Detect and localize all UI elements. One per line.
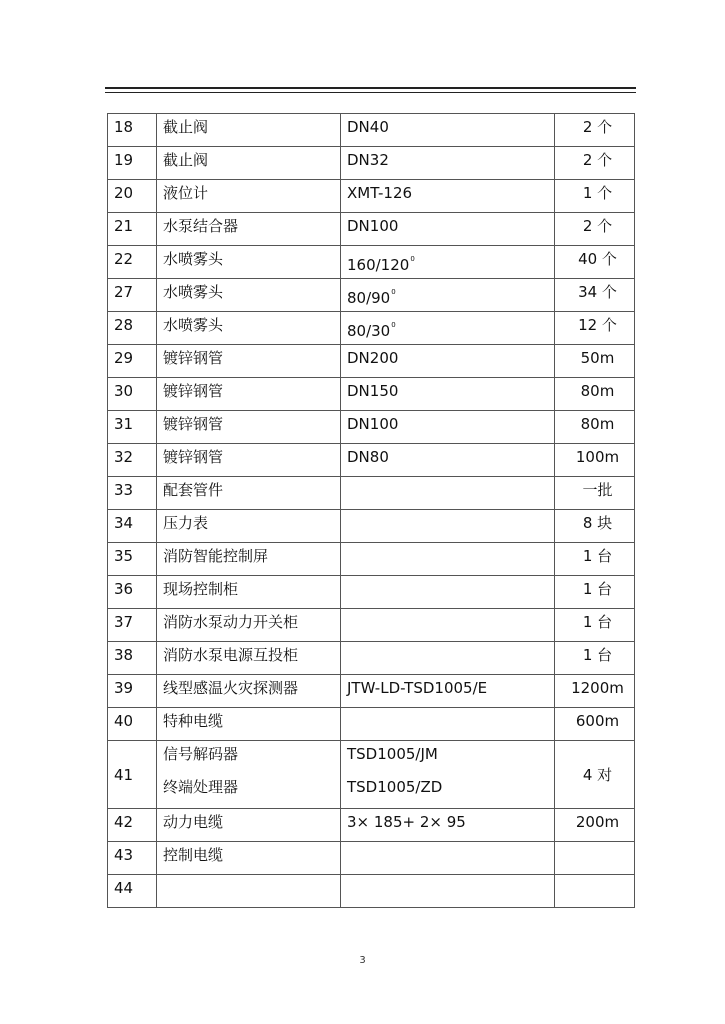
row-quantity: 1 台 — [555, 642, 635, 675]
header-rule — [105, 87, 636, 89]
table-row-41 — [108, 741, 635, 809]
row-spec — [341, 312, 555, 345]
row-spec: DN40 — [341, 114, 555, 147]
row-spec-value: 80/30 — [347, 322, 391, 340]
equipment-table — [107, 113, 635, 908]
row-quantity: 1 台 — [555, 609, 635, 642]
row-quantity: 50m — [555, 345, 635, 378]
table-row — [108, 279, 635, 312]
row-quantity: 600m — [555, 708, 635, 741]
row-name: 终端处理器 — [163, 778, 239, 796]
table-row — [108, 114, 635, 147]
row-name: 液位计 — [157, 180, 341, 213]
row-quantity: 1 台 — [555, 543, 635, 576]
row-number: 38 — [108, 642, 157, 675]
row-quantity: 1 个 — [555, 180, 635, 213]
row-spec-cell — [341, 741, 555, 809]
row-quantity: 12 个 — [555, 312, 635, 345]
row-quantity: 8 块 — [555, 510, 635, 543]
row-name: 消防水泵动力开关柜 — [157, 609, 341, 642]
row-number: 36 — [108, 576, 157, 609]
header-rule-thin — [105, 92, 636, 93]
row-name: 镀锌钢管 — [157, 345, 341, 378]
table-row — [108, 675, 635, 708]
row-number: 43 — [108, 842, 157, 875]
row-quantity: 200m — [555, 809, 635, 842]
row-number: 20 — [108, 180, 157, 213]
row-number: 29 — [108, 345, 157, 378]
row-number: 44 — [108, 875, 157, 908]
row-spec: DN32 — [341, 147, 555, 180]
page-number: 3 — [359, 955, 366, 966]
table-row — [108, 543, 635, 576]
row-quantity — [555, 875, 635, 908]
row-spec — [341, 842, 555, 875]
table-row — [108, 378, 635, 411]
row-spec-superscript: 0 — [410, 255, 415, 263]
table-row — [108, 510, 635, 543]
row-name: 压力表 — [157, 510, 341, 543]
table-row — [108, 576, 635, 609]
table-row — [108, 246, 635, 279]
row-spec: JTW-LD-TSD1005/E — [341, 675, 555, 708]
row-quantity: 100m — [555, 444, 635, 477]
row-name: 水泵结合器 — [157, 213, 341, 246]
row-quantity — [555, 842, 635, 875]
row-spec: DN200 — [341, 345, 555, 378]
row-number: 35 — [108, 543, 157, 576]
table-row — [108, 708, 635, 741]
row-name: 消防水泵电源互投柜 — [157, 642, 341, 675]
table-row — [108, 609, 635, 642]
table-row — [108, 147, 635, 180]
row-spec — [341, 510, 555, 543]
row-number: 37 — [108, 609, 157, 642]
row-name: 信号解码器 — [163, 745, 239, 763]
table-row-42 — [108, 809, 635, 842]
row-name: 截止阀 — [157, 147, 341, 180]
row-spec — [341, 279, 555, 312]
row-spec-superscript: 0 — [391, 321, 396, 329]
row-name: 消防智能控制屏 — [157, 543, 341, 576]
equipment-table-body — [108, 114, 635, 908]
row-spec: XMT-126 — [341, 180, 555, 213]
row-quantity: 34 个 — [555, 279, 635, 312]
row-number: 40 — [108, 708, 157, 741]
row-spec: DN100 — [341, 213, 555, 246]
table-row-44 — [108, 875, 635, 908]
row-name-cell — [157, 741, 341, 809]
row-spec — [341, 477, 555, 510]
row-name: 动力电缆 — [157, 809, 341, 842]
row-quantity: 40 个 — [555, 246, 635, 279]
row-quantity: 2 个 — [555, 147, 635, 180]
table-row-43 — [108, 842, 635, 875]
row-name: 水喷雾头 — [157, 312, 341, 345]
table-row — [108, 444, 635, 477]
row-name: 镀锌钢管 — [157, 378, 341, 411]
row-number: 30 — [108, 378, 157, 411]
row-number: 39 — [108, 675, 157, 708]
row-number: 32 — [108, 444, 157, 477]
table-row — [108, 477, 635, 510]
row-name: 镀锌钢管 — [157, 444, 341, 477]
row-number: 41 — [108, 741, 157, 809]
row-name: 特种电缆 — [157, 708, 341, 741]
row-name: 配套管件 — [157, 477, 341, 510]
table-row — [108, 411, 635, 444]
row-spec — [341, 875, 555, 908]
row-name: 水喷雾头 — [157, 246, 341, 279]
row-number: 21 — [108, 213, 157, 246]
row-quantity: 4 对 — [555, 741, 635, 809]
row-spec: TSD1005/JM — [347, 745, 438, 763]
row-spec-value: 80/90 — [347, 289, 391, 307]
row-spec: DN80 — [341, 444, 555, 477]
row-quantity: 80m — [555, 411, 635, 444]
table-row — [108, 180, 635, 213]
row-quantity: 1200m — [555, 675, 635, 708]
row-number: 19 — [108, 147, 157, 180]
row-quantity: 2 个 — [555, 213, 635, 246]
table-row — [108, 345, 635, 378]
row-spec-value: 160/120 — [347, 256, 410, 274]
row-number: 28 — [108, 312, 157, 345]
row-spec: DN100 — [341, 411, 555, 444]
row-name: 线型感温火灾探测器 — [157, 675, 341, 708]
row-number: 42 — [108, 809, 157, 842]
table-row — [108, 213, 635, 246]
row-name: 截止阀 — [157, 114, 341, 147]
row-number: 22 — [108, 246, 157, 279]
row-spec — [341, 708, 555, 741]
row-quantity: 2 个 — [555, 114, 635, 147]
row-spec — [341, 543, 555, 576]
row-number: 33 — [108, 477, 157, 510]
row-spec — [341, 609, 555, 642]
row-name: 水喷雾头 — [157, 279, 341, 312]
row-quantity: 一批 — [555, 477, 635, 510]
row-spec — [341, 246, 555, 279]
row-spec: DN150 — [341, 378, 555, 411]
row-number: 31 — [108, 411, 157, 444]
row-name: 控制电缆 — [157, 842, 341, 875]
row-number: 27 — [108, 279, 157, 312]
row-spec — [341, 642, 555, 675]
table-row — [108, 312, 635, 345]
row-quantity: 80m — [555, 378, 635, 411]
row-spec-superscript: 0 — [391, 288, 396, 296]
row-spec: 3× 185+ 2× 95 — [341, 809, 555, 842]
row-spec: TSD1005/ZD — [347, 778, 443, 796]
row-name: 现场控制柜 — [157, 576, 341, 609]
row-number: 34 — [108, 510, 157, 543]
row-name: 镀锌钢管 — [157, 411, 341, 444]
row-number: 18 — [108, 114, 157, 147]
row-quantity: 1 台 — [555, 576, 635, 609]
table-row — [108, 642, 635, 675]
row-spec — [341, 576, 555, 609]
row-name — [157, 875, 341, 908]
